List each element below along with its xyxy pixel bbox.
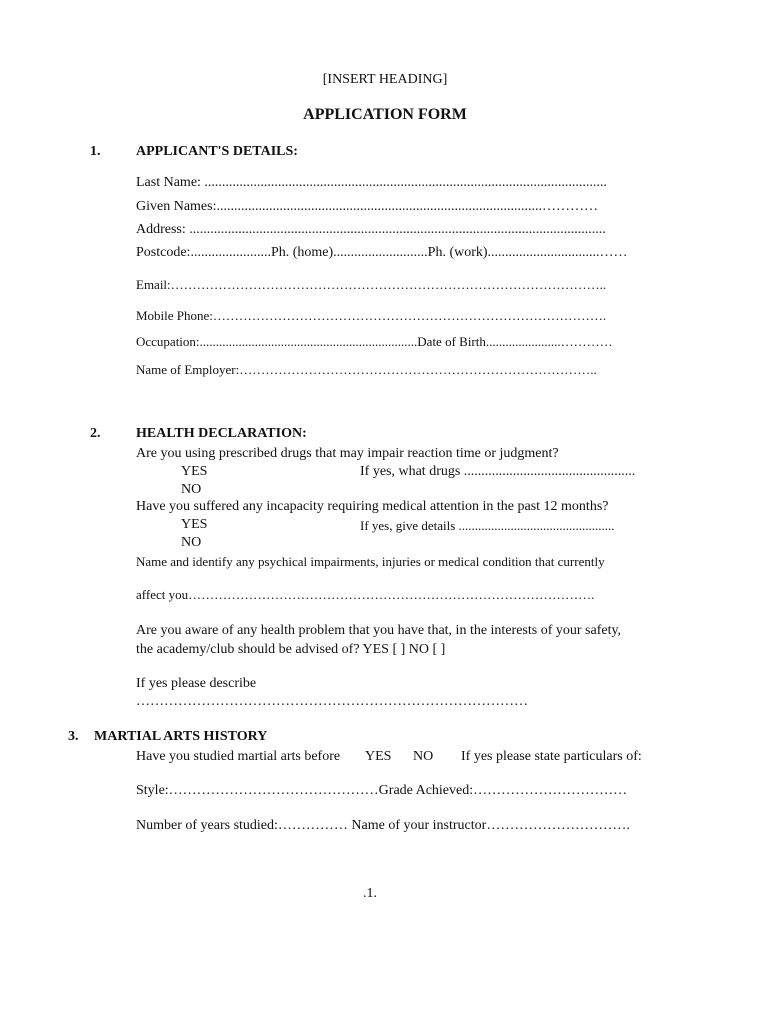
given-names-field[interactable]: Given Names:.............................................................................................………… [136, 199, 598, 214]
postcode-phone-field[interactable]: Postcode:.......................Ph. (home)...........................Ph. (work)................................…… [136, 245, 628, 260]
occupation-dob-field[interactable]: Occupation:...................................................................Date of Birth.......................………… [136, 334, 613, 349]
mobile-phone-field[interactable]: Mobile Phone:………………………………………………………………………………. [136, 308, 607, 323]
drugs-followup-field[interactable]: If yes, what drugs ................................................. [360, 464, 636, 479]
martial-arts-followup: If yes please state particulars of: [461, 749, 642, 764]
martial-arts-no-option[interactable]: NO [413, 749, 434, 764]
health-problem-question-line2[interactable]: the academy/club should be advised of? YES [ ] NO [ ] [136, 642, 446, 657]
section-1-number: 1. [90, 144, 101, 159]
last-name-field[interactable]: Last Name: ................................................................................................................... [136, 175, 607, 190]
martial-arts-question: Have you studied martial arts before [136, 749, 341, 764]
impairments-field[interactable]: affect you…………………………………………………………………………………. [136, 587, 595, 602]
section-2-number: 2. [90, 426, 101, 441]
incapacity-question: Have you suffered any incapacity requiring medical attention in the past 12 months? [136, 499, 609, 514]
section-3-title: MARTIAL ARTS HISTORY [94, 729, 268, 744]
email-field[interactable]: Email:……………………………………………………………………………………….. [136, 277, 607, 292]
page-number: .1. [363, 886, 377, 901]
incapacity-no-option[interactable]: NO [181, 535, 202, 550]
insert-heading: [INSERT HEADING] [322, 72, 448, 87]
address-field[interactable]: Address: ....................................................................................................................... [136, 222, 606, 237]
describe-label: If yes please describe [136, 676, 257, 691]
style-grade-field[interactable]: Style:………………………………………Grade Achieved:…………………………… [136, 783, 628, 798]
incapacity-followup-field[interactable]: If yes, give details ................................................ [360, 518, 615, 533]
form-title: APPLICATION FORM [303, 106, 467, 123]
drugs-yes-option[interactable]: YES [181, 464, 208, 479]
drugs-no-option[interactable]: NO [181, 482, 202, 497]
years-instructor-field[interactable]: Number of years studied:…………… Name of your instructor…………………………. [136, 818, 630, 833]
section-2-title: HEALTH DECLARATION: [136, 426, 307, 441]
health-problem-question-line1: Are you aware of any health problem that you have that, in the interests of your safety, [136, 623, 622, 638]
impairments-question: Name and identify any psychical impairments, injuries or medical condition that currently [136, 554, 605, 569]
section-3-number: 3. [68, 729, 79, 744]
drugs-question: Are you using prescribed drugs that may impair reaction time or judgment? [136, 446, 559, 461]
martial-arts-yes-option[interactable]: YES [365, 749, 392, 764]
incapacity-yes-option[interactable]: YES [181, 517, 208, 532]
section-1-title: APPLICANT'S DETAILS: [136, 144, 298, 159]
employer-field[interactable]: Name of Employer:……………………………………………………………………….. [136, 362, 597, 377]
describe-field[interactable]: ………………………………………………………………………… [136, 694, 528, 709]
